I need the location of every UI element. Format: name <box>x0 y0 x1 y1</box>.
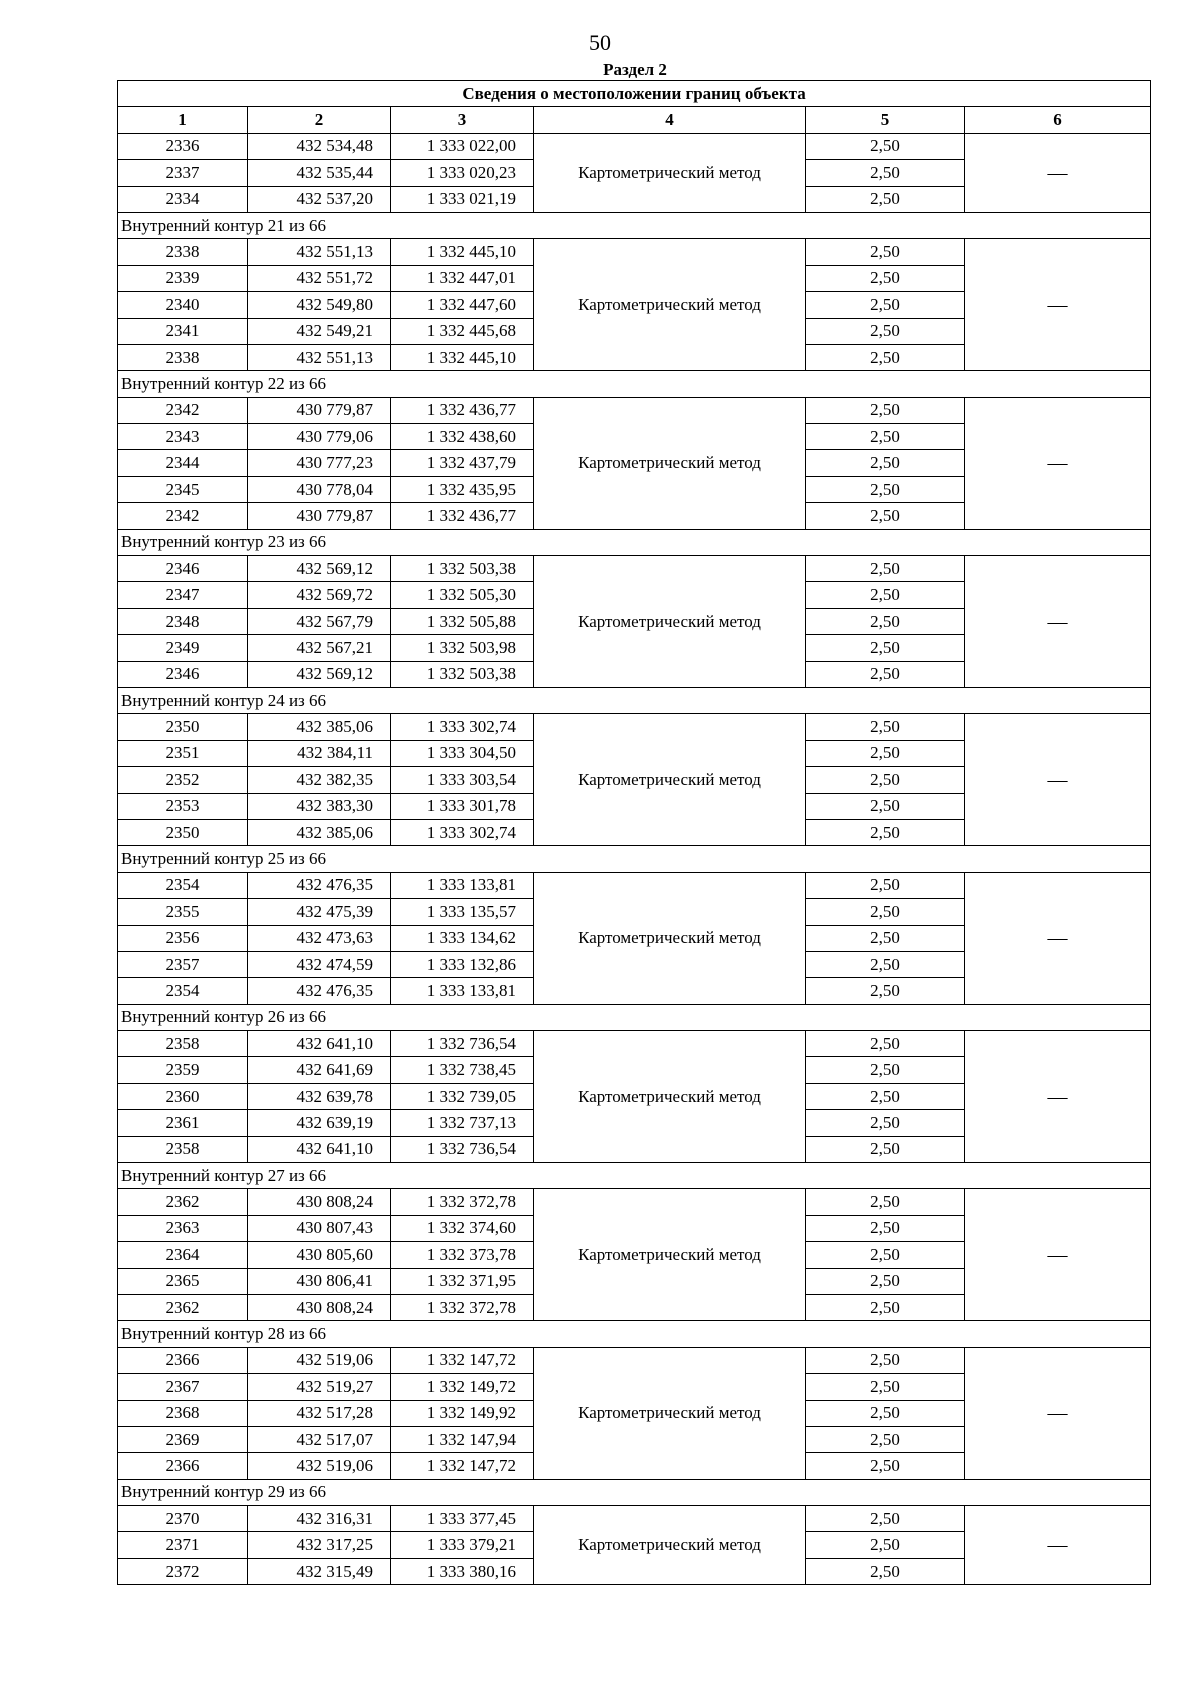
coordinate-x: 432 569,12 <box>248 661 391 687</box>
coordinate-x: 432 385,06 <box>248 714 391 740</box>
accuracy-value: 2,50 <box>806 1189 965 1215</box>
accuracy-value: 2,50 <box>806 1506 965 1532</box>
contour-row <box>118 846 1151 872</box>
contour-label: Внутренний контур 22 из 66 <box>118 371 1151 397</box>
coordinate-x: 430 805,60 <box>248 1242 391 1268</box>
accuracy-value: 2,50 <box>806 635 965 661</box>
table-row <box>118 397 1151 423</box>
point-number: 2350 <box>118 714 248 740</box>
table-row <box>118 1506 1151 1532</box>
table-row <box>118 133 1151 159</box>
point-number: 2351 <box>118 740 248 766</box>
coordinate-x: 432 551,72 <box>248 265 391 291</box>
point-number: 2340 <box>118 292 248 318</box>
page-number: 50 <box>589 30 611 55</box>
coordinate-y: 1 332 445,10 <box>391 239 534 265</box>
point-number: 2338 <box>118 344 248 370</box>
coordinate-x: 430 806,41 <box>248 1268 391 1294</box>
accuracy-value: 2,50 <box>806 1215 965 1241</box>
coordinate-x: 430 779,06 <box>248 424 391 450</box>
point-number: 2345 <box>118 476 248 502</box>
coordinate-y: 1 333 020,23 <box>391 160 534 186</box>
coordinate-y: 1 332 505,88 <box>391 608 534 634</box>
contour-label: Внутренний контур 27 из 66 <box>118 1163 1151 1189</box>
method-cell: Картометрический метод <box>534 1506 806 1585</box>
point-number: 2350 <box>118 819 248 845</box>
coordinate-y: 1 332 149,72 <box>391 1374 534 1400</box>
point-number: 2360 <box>118 1083 248 1109</box>
accuracy-value: 2,50 <box>806 503 965 529</box>
accuracy-value: 2,50 <box>806 899 965 925</box>
coordinate-x: 432 551,13 <box>248 239 391 265</box>
coordinate-x: 432 382,35 <box>248 767 391 793</box>
coordinate-x: 430 807,43 <box>248 1215 391 1241</box>
coordinate-x: 432 519,27 <box>248 1374 391 1400</box>
coordinate-y: 1 332 503,38 <box>391 556 534 582</box>
coordinate-y: 1 332 437,79 <box>391 450 534 476</box>
method-cell: Картометрический метод <box>534 714 806 846</box>
coordinate-y: 1 332 436,77 <box>391 397 534 423</box>
coordinate-x: 432 641,10 <box>248 1136 391 1162</box>
accuracy-value: 2,50 <box>806 239 965 265</box>
coordinate-y: 1 333 380,16 <box>391 1558 534 1584</box>
coordinate-x: 432 517,28 <box>248 1400 391 1426</box>
coordinate-x: 432 641,10 <box>248 1031 391 1057</box>
point-number: 2346 <box>118 556 248 582</box>
dash-cell: — <box>965 1347 1151 1479</box>
coordinate-x: 432 476,35 <box>248 872 391 898</box>
coordinate-y: 1 333 302,74 <box>391 714 534 740</box>
coordinate-y: 1 332 737,13 <box>391 1110 534 1136</box>
accuracy-value: 2,50 <box>806 1453 965 1479</box>
point-number: 2371 <box>118 1532 248 1558</box>
accuracy-value: 2,50 <box>806 951 965 977</box>
table-row <box>118 1347 1151 1373</box>
method-cell: Картометрический метод <box>534 1189 806 1321</box>
coordinate-x: 432 385,06 <box>248 819 391 845</box>
contour-row <box>118 1004 1151 1030</box>
coordinate-y: 1 332 736,54 <box>391 1031 534 1057</box>
coordinate-y: 1 332 445,10 <box>391 344 534 370</box>
point-number: 2341 <box>118 318 248 344</box>
point-number: 2363 <box>118 1215 248 1241</box>
point-number: 2336 <box>118 133 248 159</box>
accuracy-value: 2,50 <box>806 556 965 582</box>
point-number: 2364 <box>118 1242 248 1268</box>
accuracy-value: 2,50 <box>806 740 965 766</box>
point-number: 2366 <box>118 1453 248 1479</box>
contour-row <box>118 1479 1151 1505</box>
coordinate-y: 1 332 445,68 <box>391 318 534 344</box>
point-number: 2344 <box>118 450 248 476</box>
coordinate-y: 1 332 149,92 <box>391 1400 534 1426</box>
accuracy-value: 2,50 <box>806 1294 965 1320</box>
coordinate-x: 432 476,35 <box>248 978 391 1004</box>
accuracy-value: 2,50 <box>806 978 965 1004</box>
accuracy-value: 2,50 <box>806 1347 965 1373</box>
accuracy-value: 2,50 <box>806 793 965 819</box>
coordinate-y: 1 333 302,74 <box>391 819 534 845</box>
table-row <box>118 1031 1151 1057</box>
point-number: 2358 <box>118 1136 248 1162</box>
accuracy-value: 2,50 <box>806 661 965 687</box>
point-number: 2362 <box>118 1294 248 1320</box>
point-number: 2367 <box>118 1374 248 1400</box>
accuracy-value: 2,50 <box>806 872 965 898</box>
point-number: 2356 <box>118 925 248 951</box>
point-number: 2343 <box>118 424 248 450</box>
point-number: 2348 <box>118 608 248 634</box>
coordinate-y: 1 332 372,78 <box>391 1189 534 1215</box>
coordinate-x: 432 474,59 <box>248 951 391 977</box>
coordinate-y: 1 333 022,00 <box>391 133 534 159</box>
coordinate-y: 1 332 147,72 <box>391 1347 534 1373</box>
method-cell: Картометрический метод <box>534 872 806 1004</box>
accuracy-value: 2,50 <box>806 1268 965 1294</box>
point-number: 2368 <box>118 1400 248 1426</box>
coordinate-y: 1 332 503,38 <box>391 661 534 687</box>
coordinate-y: 1 332 372,78 <box>391 1294 534 1320</box>
coordinate-x: 432 384,11 <box>248 740 391 766</box>
coordinate-x: 430 777,23 <box>248 450 391 476</box>
contour-label: Внутренний контур 25 из 66 <box>118 846 1151 872</box>
contour-row <box>118 529 1151 555</box>
coordinate-x: 432 534,48 <box>248 133 391 159</box>
coordinate-x: 432 549,21 <box>248 318 391 344</box>
coordinate-y: 1 333 303,54 <box>391 767 534 793</box>
point-number: 2358 <box>118 1031 248 1057</box>
coordinate-x: 432 537,20 <box>248 186 391 212</box>
point-number: 2362 <box>118 1189 248 1215</box>
accuracy-value: 2,50 <box>806 1136 965 1162</box>
coordinate-y: 1 333 301,78 <box>391 793 534 819</box>
coordinate-x: 432 517,07 <box>248 1426 391 1452</box>
point-number: 2354 <box>118 978 248 1004</box>
accuracy-value: 2,50 <box>806 292 965 318</box>
column-header: 3 <box>391 107 534 133</box>
coordinate-x: 430 808,24 <box>248 1189 391 1215</box>
point-number: 2357 <box>118 951 248 977</box>
contour-row <box>118 1163 1151 1189</box>
coordinate-x: 430 808,24 <box>248 1294 391 1320</box>
accuracy-value: 2,50 <box>806 133 965 159</box>
contour-row <box>118 212 1151 238</box>
point-number: 2359 <box>118 1057 248 1083</box>
coordinate-y: 1 332 736,54 <box>391 1136 534 1162</box>
accuracy-value: 2,50 <box>806 265 965 291</box>
accuracy-value: 2,50 <box>806 397 965 423</box>
point-number: 2338 <box>118 239 248 265</box>
accuracy-value: 2,50 <box>806 767 965 793</box>
table-body <box>118 133 1151 1584</box>
accuracy-value: 2,50 <box>806 1057 965 1083</box>
method-cell: Картометрический метод <box>534 1031 806 1163</box>
contour-label: Внутренний контур 26 из 66 <box>118 1004 1151 1030</box>
column-header: 1 <box>118 107 248 133</box>
contour-row <box>118 687 1151 713</box>
point-number: 2365 <box>118 1268 248 1294</box>
method-cell: Картометрический метод <box>534 133 806 212</box>
accuracy-value: 2,50 <box>806 1426 965 1452</box>
coordinate-y: 1 333 379,21 <box>391 1532 534 1558</box>
contour-label: Внутренний контур 21 из 66 <box>118 212 1151 238</box>
column-header: 5 <box>806 107 965 133</box>
dash-cell: — <box>965 1506 1151 1585</box>
accuracy-value: 2,50 <box>806 1400 965 1426</box>
coordinate-x: 432 567,79 <box>248 608 391 634</box>
point-number: 2346 <box>118 661 248 687</box>
coordinate-x: 432 383,30 <box>248 793 391 819</box>
method-cell: Картометрический метод <box>534 239 806 371</box>
coordinate-y: 1 332 739,05 <box>391 1083 534 1109</box>
table-row <box>118 872 1151 898</box>
coordinate-y: 1 333 304,50 <box>391 740 534 766</box>
dash-cell: — <box>965 239 1151 371</box>
coordinate-x: 432 475,39 <box>248 899 391 925</box>
method-cell: Картометрический метод <box>534 1347 806 1479</box>
accuracy-value: 2,50 <box>806 608 965 634</box>
accuracy-value: 2,50 <box>806 1532 965 1558</box>
coordinate-y: 1 332 436,77 <box>391 503 534 529</box>
coordinate-y: 1 332 447,01 <box>391 265 534 291</box>
accuracy-value: 2,50 <box>806 925 965 951</box>
contour-label: Внутренний контур 29 из 66 <box>118 1479 1151 1505</box>
dash-cell: — <box>965 1189 1151 1321</box>
method-cell: Картометрический метод <box>534 556 806 688</box>
coordinate-y: 1 333 133,81 <box>391 978 534 1004</box>
accuracy-value: 2,50 <box>806 186 965 212</box>
accuracy-value: 2,50 <box>806 582 965 608</box>
table-row <box>118 239 1151 265</box>
section-title: Раздел 2 <box>603 60 667 79</box>
dash-cell: — <box>965 556 1151 688</box>
coordinate-x: 432 639,78 <box>248 1083 391 1109</box>
accuracy-value: 2,50 <box>806 476 965 502</box>
coordinate-y: 1 332 147,72 <box>391 1453 534 1479</box>
coordinate-x: 432 641,69 <box>248 1057 391 1083</box>
dash-cell: — <box>965 714 1151 846</box>
coordinate-x: 430 779,87 <box>248 397 391 423</box>
boundary-table <box>117 80 1151 1585</box>
point-number: 2370 <box>118 1506 248 1532</box>
coordinate-x: 432 551,13 <box>248 344 391 370</box>
coordinate-x: 432 567,21 <box>248 635 391 661</box>
point-number: 2354 <box>118 872 248 898</box>
coordinate-x: 432 569,72 <box>248 582 391 608</box>
point-number: 2337 <box>118 160 248 186</box>
accuracy-value: 2,50 <box>806 1242 965 1268</box>
column-header: 4 <box>534 107 806 133</box>
coordinate-x: 432 317,25 <box>248 1532 391 1558</box>
point-number: 2353 <box>118 793 248 819</box>
dash-cell: — <box>965 872 1151 1004</box>
coordinate-y: 1 332 503,98 <box>391 635 534 661</box>
coordinate-x: 432 473,63 <box>248 925 391 951</box>
contour-row <box>118 1321 1151 1347</box>
contour-label: Внутренний контур 23 из 66 <box>118 529 1151 555</box>
coordinate-y: 1 332 147,94 <box>391 1426 534 1452</box>
point-number: 2347 <box>118 582 248 608</box>
coordinate-y: 1 332 374,60 <box>391 1215 534 1241</box>
point-number: 2355 <box>118 899 248 925</box>
accuracy-value: 2,50 <box>806 318 965 344</box>
coordinate-y: 1 332 373,78 <box>391 1242 534 1268</box>
column-header-row <box>118 107 1151 133</box>
coordinate-y: 1 333 021,19 <box>391 186 534 212</box>
table-row <box>118 556 1151 582</box>
coordinate-y: 1 332 447,60 <box>391 292 534 318</box>
point-number: 2339 <box>118 265 248 291</box>
accuracy-value: 2,50 <box>806 1558 965 1584</box>
coordinate-x: 432 519,06 <box>248 1347 391 1373</box>
accuracy-value: 2,50 <box>806 1031 965 1057</box>
coordinate-y: 1 333 135,57 <box>391 899 534 925</box>
method-cell: Картометрический метод <box>534 397 806 529</box>
coordinate-y: 1 332 505,30 <box>391 582 534 608</box>
point-number: 2342 <box>118 397 248 423</box>
table-row <box>118 1189 1151 1215</box>
point-number: 2352 <box>118 767 248 793</box>
dash-cell: — <box>965 133 1151 212</box>
coordinate-y: 1 333 377,45 <box>391 1506 534 1532</box>
table-title-row <box>118 81 1151 107</box>
accuracy-value: 2,50 <box>806 160 965 186</box>
accuracy-value: 2,50 <box>806 1083 965 1109</box>
coordinate-x: 432 315,49 <box>248 1558 391 1584</box>
accuracy-value: 2,50 <box>806 1110 965 1136</box>
coordinate-y: 1 333 132,86 <box>391 951 534 977</box>
contour-label: Внутренний контур 28 из 66 <box>118 1321 1151 1347</box>
dash-cell: — <box>965 1031 1151 1163</box>
column-header: 6 <box>965 107 1151 133</box>
coordinate-x: 432 549,80 <box>248 292 391 318</box>
point-number: 2369 <box>118 1426 248 1452</box>
accuracy-value: 2,50 <box>806 1374 965 1400</box>
point-number: 2366 <box>118 1347 248 1373</box>
coordinate-x: 430 778,04 <box>248 476 391 502</box>
coordinate-x: 432 535,44 <box>248 160 391 186</box>
point-number: 2349 <box>118 635 248 661</box>
point-number: 2361 <box>118 1110 248 1136</box>
coordinate-y: 1 332 438,60 <box>391 424 534 450</box>
coordinate-x: 432 569,12 <box>248 556 391 582</box>
coordinate-y: 1 333 133,81 <box>391 872 534 898</box>
point-number: 2372 <box>118 1558 248 1584</box>
coordinate-y: 1 333 134,62 <box>391 925 534 951</box>
contour-label: Внутренний контур 24 из 66 <box>118 687 1151 713</box>
accuracy-value: 2,50 <box>806 450 965 476</box>
coordinate-y: 1 332 738,45 <box>391 1057 534 1083</box>
coordinate-x: 432 519,06 <box>248 1453 391 1479</box>
accuracy-value: 2,50 <box>806 344 965 370</box>
dash-cell: — <box>965 397 1151 529</box>
coordinate-y: 1 332 371,95 <box>391 1268 534 1294</box>
point-number: 2334 <box>118 186 248 212</box>
coordinate-x: 430 779,87 <box>248 503 391 529</box>
accuracy-value: 2,50 <box>806 424 965 450</box>
table-title: Сведения о местоположении границ объекта <box>118 81 1151 107</box>
accuracy-value: 2,50 <box>806 714 965 740</box>
table-row <box>118 714 1151 740</box>
contour-row <box>118 371 1151 397</box>
coordinate-x: 432 639,19 <box>248 1110 391 1136</box>
coordinate-y: 1 332 435,95 <box>391 476 534 502</box>
column-header: 2 <box>248 107 391 133</box>
point-number: 2342 <box>118 503 248 529</box>
accuracy-value: 2,50 <box>806 819 965 845</box>
coordinate-x: 432 316,31 <box>248 1506 391 1532</box>
